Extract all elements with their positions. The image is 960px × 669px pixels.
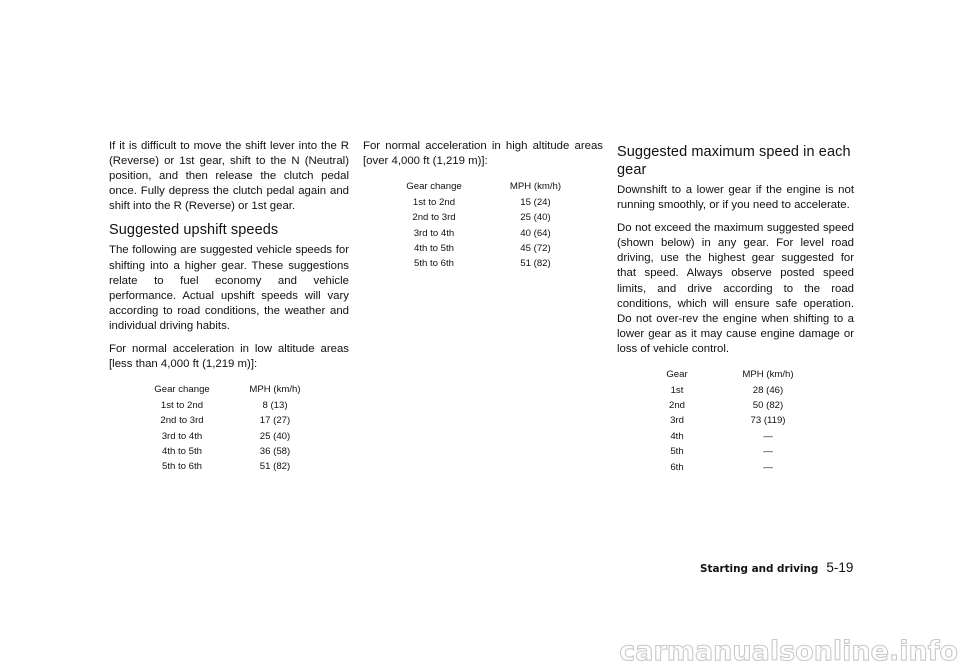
gear-change-cell: 2nd to 3rd xyxy=(412,212,456,224)
page-footer xyxy=(700,559,852,577)
speed-cell: 40 (64) xyxy=(520,227,551,239)
table-row xyxy=(390,195,593,210)
speed-cell: 51 (82) xyxy=(520,258,551,270)
gear-change-cell: 5th to 6th xyxy=(413,258,454,270)
footer-section-title: Starting and driving xyxy=(700,563,819,575)
table-row xyxy=(659,382,841,397)
section-heading-max-speed: Suggested maximum speed in each gear xyxy=(617,144,851,178)
table-row xyxy=(137,413,323,428)
speed-cell: 45 (72) xyxy=(520,242,551,254)
gear-cell: 1st xyxy=(670,384,684,396)
speed-cell: 28 (46) xyxy=(752,384,784,396)
speed-cell: 50 (82) xyxy=(752,400,784,411)
table-row xyxy=(659,398,841,413)
watermark xyxy=(608,636,960,664)
table-header-gear: Gear xyxy=(666,369,688,381)
table-row xyxy=(390,210,593,225)
column-right xyxy=(617,139,854,475)
high-altitude-paragraph: For normal acceleration in high altitude areas [over 4,000 ft (1,219 m)]: xyxy=(363,140,603,168)
table-header-row xyxy=(659,367,841,382)
gear-cell: 2nd xyxy=(668,400,685,411)
watermark-graphic xyxy=(608,636,960,664)
table-header-speed: MPH (km/h) xyxy=(742,369,794,381)
table-row xyxy=(390,256,593,271)
table-header-row xyxy=(390,179,593,194)
table-header-gear-change: Gear change xyxy=(406,181,462,193)
speed-cell: 15 (24) xyxy=(520,196,551,208)
table-header-row xyxy=(137,382,323,397)
watermark-text: carmanualsonline.info xyxy=(619,636,958,664)
gear-change-cell: 1st to 2nd xyxy=(160,399,204,411)
table-row xyxy=(137,428,323,443)
speed-cell: 51 (82) xyxy=(259,461,291,473)
gear-change-cell: 3rd to 4th xyxy=(161,430,203,442)
gear-change-cell: 1st to 2nd xyxy=(412,196,456,208)
upshift-paragraph: The following are suggested vehicle speeds for shifting into a higher gear. These suggestions relate to fuel economy and vehicle performance. Actual upshift speeds will vary according to road conditions, the weather and individual driving habits. xyxy=(109,244,349,332)
page-number: 5-19 xyxy=(826,560,854,575)
speed-cell: — xyxy=(763,430,773,442)
speed-cell: 36 (58) xyxy=(259,445,291,457)
speed-cell: — xyxy=(763,446,773,458)
speed-cell: 25 (40) xyxy=(520,212,551,224)
gear-cell: 5th xyxy=(670,446,684,458)
column-middle xyxy=(363,139,603,272)
gear-change-cell: 3rd to 4th xyxy=(413,227,455,239)
gear-change-cell: 5th to 6th xyxy=(161,461,202,473)
table-header-speed: MPH (km/h) xyxy=(509,181,562,193)
column-left xyxy=(109,139,349,475)
gear-cell: 6th xyxy=(670,461,684,473)
speed-cell: 8 (13) xyxy=(262,399,288,411)
table-row xyxy=(390,225,593,240)
table-row xyxy=(659,413,841,428)
table-row xyxy=(137,444,323,459)
intro-paragraph: If it is difficult to move the shift lever into the R (Reverse) or 1st gear, shift to the N (Neutral) position, and then release the clutch pedal once. Fully depress the clutch pedal again and shift into the R (Reverse) or 1st gear. xyxy=(109,140,349,213)
table-row xyxy=(137,459,323,474)
gear-change-cell: 4th to 5th xyxy=(161,445,202,457)
speed-cell: 73 (119) xyxy=(750,415,786,427)
table-header-gear-change: Gear change xyxy=(154,384,210,396)
table-header-speed: MPH (km/h) xyxy=(249,384,301,396)
table-row xyxy=(659,459,841,474)
max-speed-paragraph: Do not exceed the maximum suggested speed (shown below) in any gear. For level road driving, use the highest gear suggested for that speed. Always observe posted speed limits, and drive according to the road conditions, which will ensure safe operation. Do not over-rev the engine when shifting to a lower gear as it may cause engine damage or loss of vehicle control. xyxy=(617,222,854,355)
low-altitude-paragraph: For normal acceleration in low altitude areas [less than 4,000 ft (1,219 m)]: xyxy=(109,343,349,371)
speed-cell: — xyxy=(763,461,773,473)
gear-change-cell: 2nd to 3rd xyxy=(160,415,204,427)
gear-change-cell: 4th to 5th xyxy=(413,242,454,254)
table-row xyxy=(659,429,841,444)
speed-cell: 17 (27) xyxy=(259,415,291,427)
gear-cell: 4th xyxy=(670,430,684,442)
table-row xyxy=(390,241,593,256)
section-heading-upshift: Suggested upshift speeds xyxy=(109,222,279,239)
low-altitude-table xyxy=(137,382,323,474)
downshift-paragraph: Downshift to a lower gear if the engine is not running smoothly, or if you need to accelerate. xyxy=(617,184,854,212)
high-altitude-table xyxy=(390,179,593,271)
table-row xyxy=(659,444,841,459)
max-speed-table xyxy=(659,367,841,475)
table-row xyxy=(137,398,323,413)
gear-cell: 3rd xyxy=(670,415,684,427)
speed-cell: 25 (40) xyxy=(259,430,291,442)
